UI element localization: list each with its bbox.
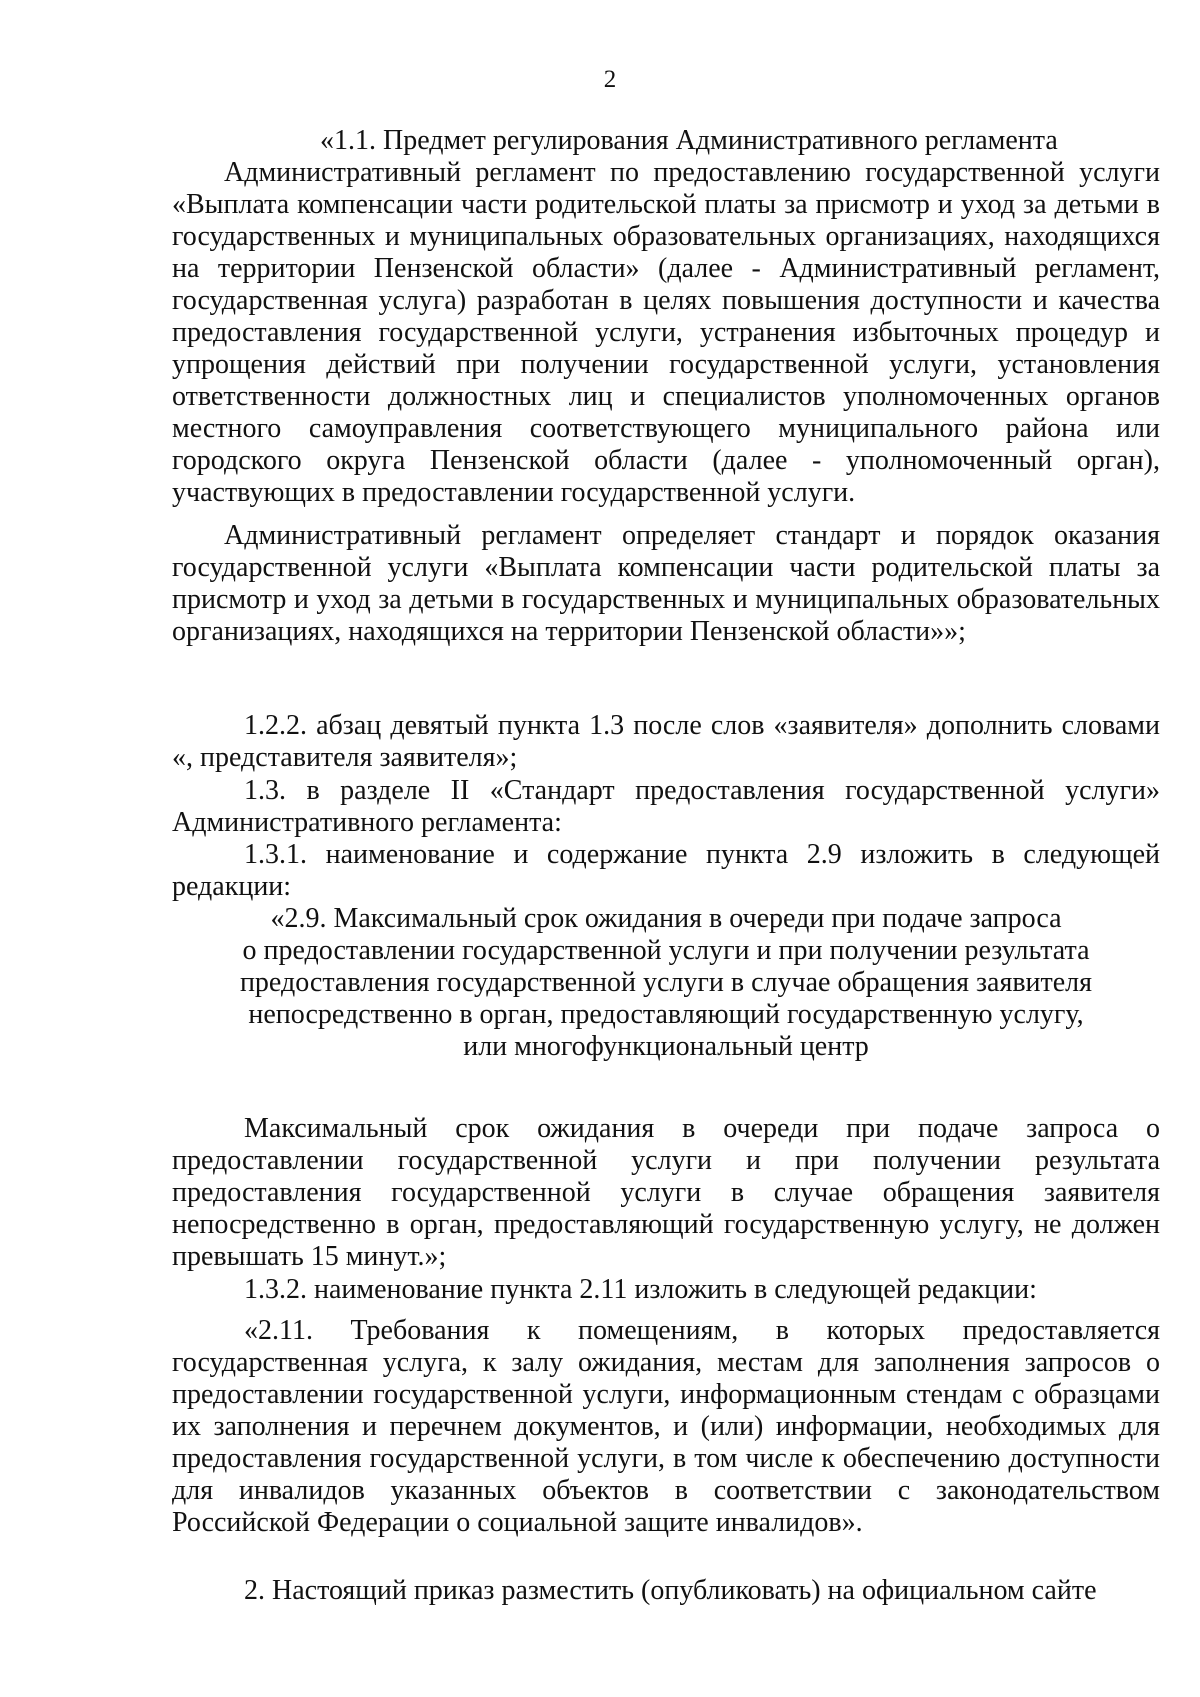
paragraph-7: 1.3.2. наименование пункта 2.11 изложить в следующей редакции: bbox=[244, 1274, 1037, 1305]
paragraph-7-block bbox=[172, 1274, 1160, 1306]
paragraph-6: Максимальный срок ожидания в очереди при подаче запроса о предоставлении государственной услуги и при получении результата предоставления государственной услуги в случае обращения заявителя непосредственно в орган, предоставляющий государственную услугу, не должен превышать 15 минут.»; bbox=[172, 1113, 1160, 1272]
paragraph-9-block bbox=[172, 1575, 1160, 1607]
paragraph-2-block bbox=[172, 520, 1160, 648]
heading-2-9-line-3: предоставления государственной услуги в случае обращения заявителя bbox=[239, 967, 1093, 998]
heading-2-9-line-5: или многофункциональный центр bbox=[463, 1031, 869, 1062]
paragraph-5: 1.3.1. наименование и содержание пункта 2.9 изложить в следующей редакции: bbox=[172, 839, 1160, 902]
heading-2-9 bbox=[172, 903, 1160, 1063]
paragraph-1-block bbox=[172, 157, 1160, 509]
heading-2-9-line-1: «2.9. Максимальный срок ожидания в очереди при подаче запроса bbox=[270, 903, 1062, 934]
paragraph-8: «2.11. Требования к помещениям, в которых предоставляется государственная услуга, к залу ожидания, местам для заполнения запросов о предоставлении государственной услуги, информационным стендам с образцами их заполнения и перечнем документов, и (или) информации, необходимых для предоставления государственной услуги, в том числе к обеспечению доступности для инвалидов указанных объектов в соответствии с законодательством Российской Федерации о социальной защите инвалидов». bbox=[172, 1315, 1160, 1538]
paragraph-2: Административный регламент определяет стандарт и порядок оказания государственной услуги «Выплата компенсации части родительской платы за присмотр и уход за детьми в государственных и муниципальных образовательных организациях, находящихся на территории Пензенской области»»; bbox=[172, 520, 1160, 647]
heading-2-9-line-4: непосредственно в орган, предоставляющий государственную услугу, bbox=[248, 999, 1084, 1030]
paragraph-1: Административный регламент по предоставлению государственной услуги «Выплата компенсации части родительской платы за присмотр и уход за детьми в государственных и муниципальных образовательных организациях, находящихся на территории Пензенской области» (далее - Административный регламент, государственная услуга) разработан в целях повышения доступности и качества предоставления государственной услуги, устранения избыточных процедур и упрощения действий при получении государственной услуги, установления ответственности должностных лиц и специалистов уполномоченных органов местного самоуправления соответствующего муниципального района или городского округа Пензенской области (далее - уполномоченный орган), участвующих в предоставлении государственной услуги. bbox=[172, 157, 1160, 508]
heading-2-9-line-2: о предоставлении государственной услуги и при получении результата bbox=[242, 935, 1090, 966]
paragraph-8-block bbox=[172, 1315, 1160, 1539]
page-number: 2 bbox=[603, 66, 617, 93]
paragraph-3: 1.2.2. абзац девятый пункта 1.3 после слов «заявителя» дополнить словами «, представителя заявителя»; bbox=[172, 710, 1160, 773]
paragraph-5-block bbox=[172, 839, 1160, 903]
section-title: «1.1. Предмет регулирования Административного регламента bbox=[320, 125, 1058, 156]
paragraph-4-block bbox=[172, 775, 1160, 839]
paragraph-9: 2. Настоящий приказ разместить (опубликовать) на официальном сайте bbox=[244, 1575, 1097, 1606]
paragraph-4: 1.3. в разделе II «Стандарт предоставления государственной услуги» Административного регламента: bbox=[172, 775, 1160, 838]
paragraph-3-block bbox=[172, 710, 1160, 774]
paragraph-6-block bbox=[172, 1113, 1160, 1273]
